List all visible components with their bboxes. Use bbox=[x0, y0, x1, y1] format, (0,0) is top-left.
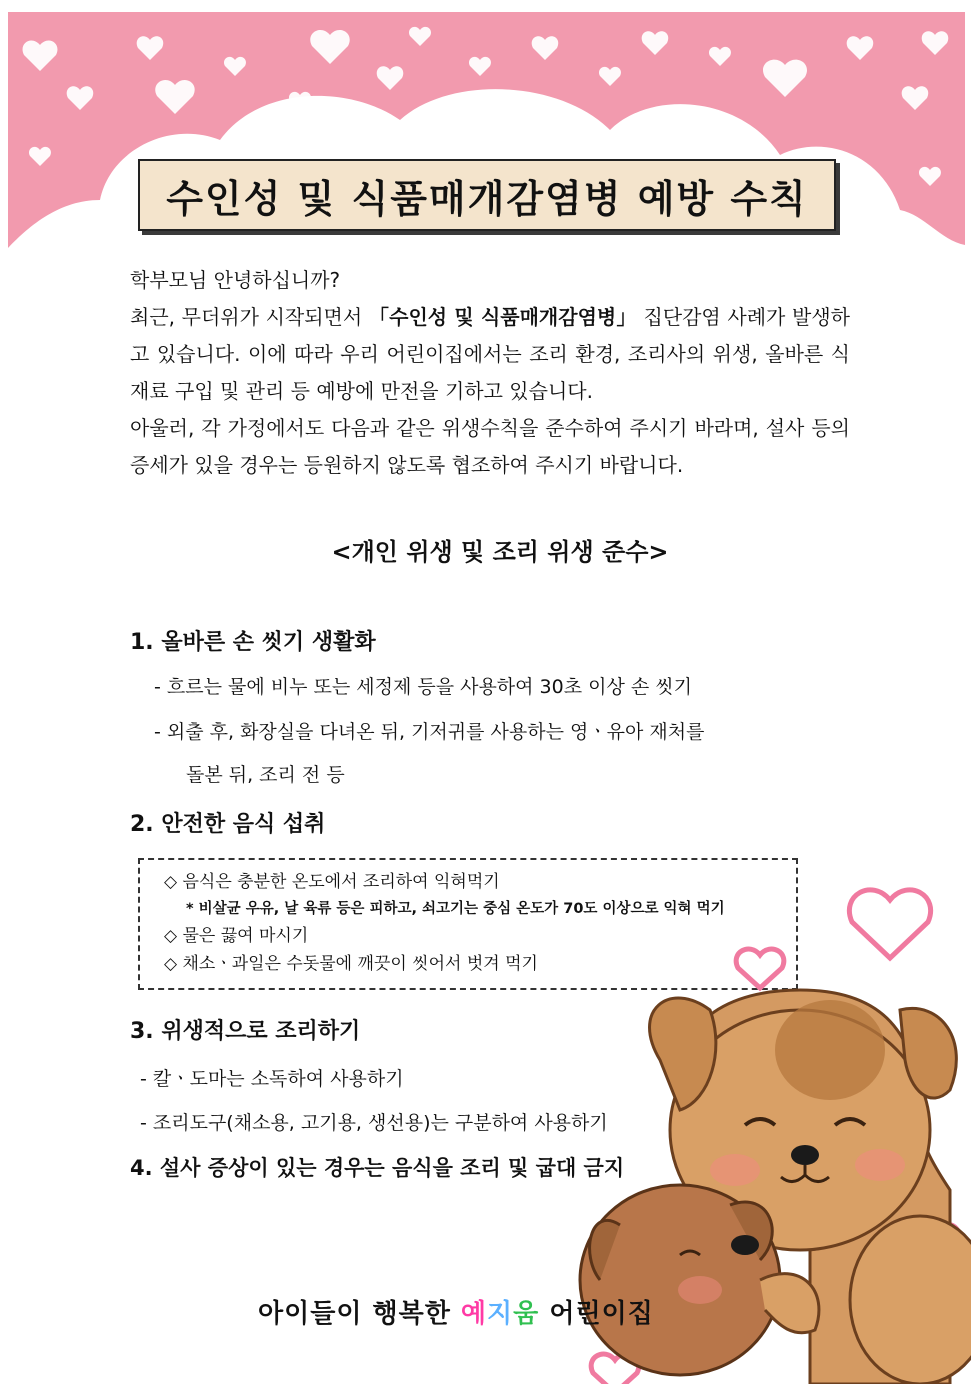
footer-prefix: 아이들이 행복한 bbox=[258, 1299, 461, 1329]
brand-char-2: 지 bbox=[487, 1299, 514, 1329]
intro-p1-bold: 「수인성 및 식품매개감염병」 bbox=[368, 305, 637, 329]
item-2-title: 2. 안전한 음식 섭취 bbox=[130, 812, 326, 837]
intro-text bbox=[130, 262, 850, 484]
greeting: 학부모님 안녕하십니까? bbox=[130, 268, 341, 292]
heart-icon bbox=[849, 890, 930, 958]
intro-paragraph-1 bbox=[130, 299, 850, 410]
brand-char-1: 예 bbox=[460, 1299, 488, 1329]
intro-p1-start: 최근, 무더위가 시작되면서 bbox=[130, 305, 369, 329]
brand-char-3: 움 bbox=[513, 1299, 540, 1329]
item-3-line-1: - 칼ㆍ도마는 소독하여 사용하기 bbox=[140, 1068, 404, 1090]
item-1-line-1: - 흐르는 물에 비누 또는 세정제 등을 사용하여 30초 이상 손 씻기 bbox=[154, 676, 692, 698]
footer-brand bbox=[258, 1293, 654, 1330]
food-bullet-2: ◇ 물은 끓여 마시기 bbox=[164, 926, 309, 946]
document-body bbox=[130, 262, 850, 1180]
item-1-line-2: - 외출 후, 화장실을 다녀온 뒤, 기저귀를 사용하는 영ㆍ유아 재처를 bbox=[154, 721, 705, 743]
item-1-title: 1. 올바른 손 씻기 생활화 bbox=[130, 630, 376, 655]
food-bullet-1: ◇ 음식은 충분한 온도에서 조리하여 익혀먹기 bbox=[164, 872, 500, 892]
item-1-line-3: 돌본 뒤, 조리 전 등 bbox=[186, 764, 345, 786]
heart-icon bbox=[736, 949, 784, 988]
section-heading: <개인 위생 및 조리 위생 준수> bbox=[331, 538, 669, 566]
document-title: 수인성 및 식품매개감염병 예방 수칙 bbox=[138, 159, 836, 231]
food-bullet-3: ◇ 채소ㆍ과일은 수돗물에 깨끗이 씻어서 벗겨 먹기 bbox=[164, 954, 538, 974]
header-pink-cloud-banner bbox=[0, 0, 971, 300]
item-3-line-2: - 조리도구(채소용, 고기용, 생선용)는 구분하여 사용하기 bbox=[140, 1112, 608, 1134]
footer-suffix: 어린이집 bbox=[539, 1299, 654, 1329]
item-3-title: 3. 위생적으로 조리하기 bbox=[130, 1019, 361, 1044]
intro-p1-end: 집단감염 사례가 발생하고 있습니다. 이에 따라 우리 어린이집에서는 조리 환경, 조리사의 위생, 올바른 식재료 구입 및 관리 등 예방에 만전을 기하고 있습니다. bbox=[130, 305, 850, 403]
food-bullet-1-note: * 비살균 우유, 날 육류 등은 피하고, 쇠고기는 중심 온도가 70도 이상으로 익혀 먹기 bbox=[186, 901, 725, 917]
intro-paragraph-2: 아울러, 각 가정에서도 다음과 같은 위생수칙을 준수하여 주시기 바라며, 설사 등의 증세가 있을 경우는 등원하지 않도록 협조하여 주시기 바랍니다. bbox=[130, 416, 850, 477]
item-4-title: 4. 설사 증상이 있는 경우는 음식을 조리 및 굽대 금지 bbox=[130, 1156, 625, 1180]
